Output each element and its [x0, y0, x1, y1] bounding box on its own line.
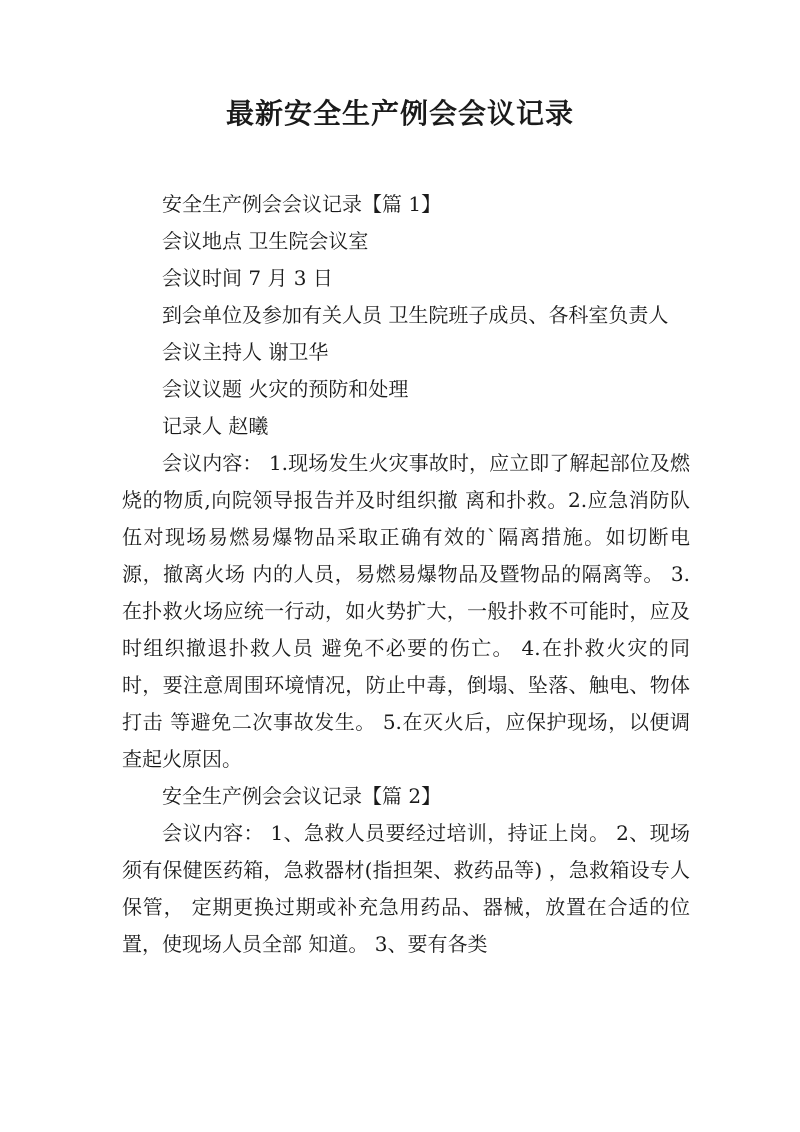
meeting-content-2: 会议内容： 1、急救人员要经过培训，持证上岗。 2、现场须有保健医药箱，急救器材(指担架、救药品等) ，急救箱设专人保管， 定期更换过期或补充急用药品、器械，放置在合适的位置，使现场人员全部 知道。 3、要有各类	[122, 821, 690, 956]
document-title: 最新安全生产例会会议记录	[225, 97, 574, 130]
meeting-host: 会议主持人 谢卫华	[162, 340, 329, 364]
meeting-time: 会议时间 7 月 3 日	[162, 266, 333, 290]
document-body	[122, 186, 690, 963]
meeting-attendees: 到会单位及参加有关人员 卫生院班子成员、各科室负责人	[162, 303, 669, 327]
meeting-topic: 会议议题 火灾的预防和处理	[162, 377, 409, 401]
meeting-content-1: 会议内容： 1.现场发生火灾事故时，应立即了解起部位及燃烧的物质,向院领导报告并及时组织撤 离和扑救。2.应急消防队伍对现场易燃易爆物品采取正确有效的`隔离措施。如切断电源，撤离火场 内的人员，易燃易爆物品及暨物品的隔离等。 3.在扑救火场应统一行动，如火势扩大，一般扑救不可能时，应及时组织撤退扑救人员 避免不必要的伤亡。 4.在扑救火灾的同时，要注意周围环境情况，防止中毒，倒塌、坠落、触电、物体打击 等避免二次事故发生。 5.在灭火后，应保护现场，以便调查起火原因。	[122, 451, 690, 771]
meeting-location: 会议地点 卫生院会议室	[162, 229, 369, 253]
meeting-recorder: 记录人 赵曦	[162, 414, 269, 438]
section-heading-2: 安全生产例会会议记录【篇 2】	[162, 784, 442, 808]
section-heading-1: 安全生产例会会议记录【篇 1】	[162, 192, 442, 216]
